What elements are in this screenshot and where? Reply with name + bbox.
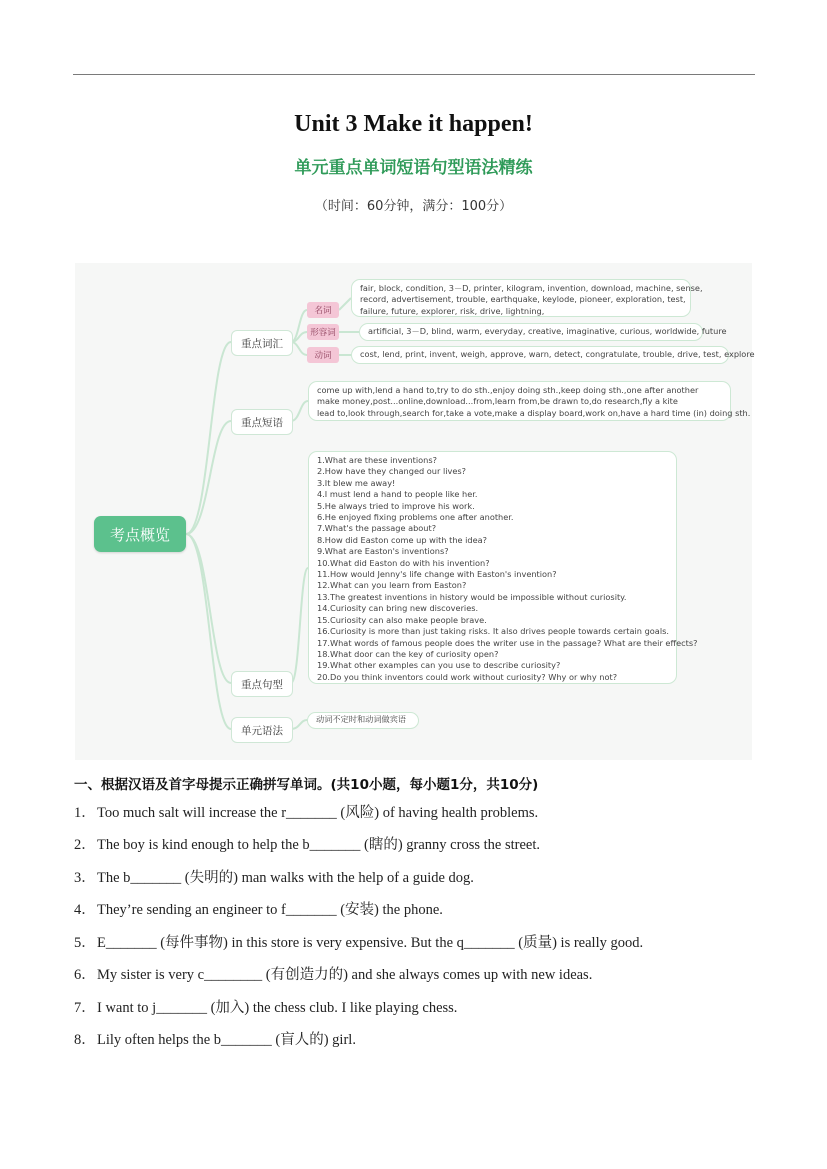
sentence-line: 2.How have they changed our lives? <box>317 466 466 477</box>
link-phrases-box <box>291 401 308 421</box>
sentence-line: 12.What can you learn from Easton? <box>317 580 467 591</box>
question-text: The boy is kind enough to help the b_______ (瞎的) granny cross the street. <box>97 837 540 853</box>
link-root-vocab <box>186 342 231 534</box>
question-number: 8． <box>74 1032 96 1048</box>
branch-vocab: 重点词汇 <box>231 330 293 356</box>
question-text: E_______ (每件事物) in this store is very expensive. But the q_______ (质量) is really good. <box>97 935 644 951</box>
verb-line: cost, lend, print, invent, weigh, approve, warn, detect, congratulate, trouble, drive, test, explore <box>360 349 755 359</box>
adjective-line: artificial, 3－D, blind, warm, everyday, creative, imaginative, curious, worldwide, future <box>368 326 727 336</box>
header-rule <box>73 74 755 75</box>
sentence-line: 7.What's the passage about? <box>317 523 437 534</box>
sentence-line: 17.What words of famous people does the writer use in the passage? What are their effects? <box>317 637 698 648</box>
question-text: I want to j_______ (加入) the chess club. I like playing chess. <box>97 1000 458 1016</box>
link-root-phrases <box>186 421 231 534</box>
question-item <box>74 833 540 854</box>
adjective-box <box>359 323 727 341</box>
question-text: Too much salt will increase the r_______ (风险) of having health problems. <box>97 805 539 821</box>
time-note: （时间：60分钟，满分：100分） <box>314 199 513 214</box>
grammar-box <box>307 712 419 729</box>
noun-line: record, advertisement, trouble, earthquake, keylode, pioneer, exploration, test, <box>360 294 686 305</box>
sentence-line: 9.What are Easton's inventions? <box>317 546 449 557</box>
question-text: My sister is very c________ (有创造力的) and she always comes up with new ideas. <box>97 967 593 983</box>
question-number: 6． <box>74 967 96 983</box>
question-number: 5． <box>74 935 96 951</box>
question-item <box>74 931 643 952</box>
sentences-box <box>308 451 698 684</box>
question-text: The b_______ (失明的) man walks with the help of a guide dog. <box>97 870 474 886</box>
sentence-line: 14.Curiosity can bring new discoveries. <box>317 603 479 614</box>
question-number: 4． <box>74 902 96 918</box>
sentence-line: 5.He always tried to improve his work. <box>317 500 475 511</box>
phrase-line: come up with,lend a hand to,try to do sth.,enjoy doing sth.,keep doing sth.,one after another <box>317 385 699 395</box>
branch-phrases: 重点短语 <box>231 409 293 435</box>
verb-box <box>351 346 755 364</box>
link-noun-box <box>339 298 351 310</box>
page-subtitle: 单元重点单词短语句型语法精练 <box>294 158 533 178</box>
sentence-line: 11.How would Jenny's life change with Easton's invention? <box>317 569 557 580</box>
verb-tag: 动词 <box>307 347 339 363</box>
page-title: Unit 3 Make it happen! <box>294 111 533 137</box>
mindmap-root: 考点概览 <box>94 516 186 552</box>
section-heading: 一、根据汉语及首字母提示正确拼写单词。(共10小题，每小题1分，共10分) <box>74 777 539 793</box>
question-number: 1． <box>74 805 96 821</box>
question-item <box>74 963 592 984</box>
question-item <box>74 1028 356 1049</box>
sentence-line: 10.What did Easton do with his invention? <box>317 557 490 568</box>
question-number: 7． <box>74 1000 96 1016</box>
sentence-line: 1.What are these inventions? <box>317 455 437 465</box>
mindmap <box>75 263 755 760</box>
phrase-line: make money,post...online,download...from,learn from,be drawn to,do research,fly a kite <box>317 396 678 407</box>
question-item <box>74 996 457 1017</box>
question-item <box>74 898 443 919</box>
sentence-line: 6.He enjoyed fixing problems one after another. <box>317 512 514 523</box>
link-vocab-verb <box>291 342 307 355</box>
adjective-tag: 形容词 <box>307 324 339 340</box>
question-number: 2． <box>74 837 96 853</box>
link-vocab-adj <box>291 332 307 342</box>
noun-line: failure, future, explorer, risk, drive, lightning, <box>360 305 545 316</box>
link-root-grammar <box>186 534 231 729</box>
branch-sentences: 重点句型 <box>231 671 293 697</box>
sentence-line: 15.Curiosity can also make people brave. <box>317 614 487 625</box>
noun-box <box>351 279 703 317</box>
question-item <box>74 801 538 822</box>
link-sentences-box <box>291 568 308 683</box>
link-grammar-box <box>291 720 307 729</box>
phrase-line: lead to,look through,search for,take a vote,make a display board,work on,have a hard time (in) doing sth. <box>317 407 751 418</box>
noun-line: fair, block, condition, 3－D, printer, kilogram, invention, download, machine, sense, <box>360 283 703 293</box>
sentence-line: 3.It blew me away! <box>317 477 396 488</box>
link-root-sentences <box>186 534 231 683</box>
question-item <box>74 866 474 887</box>
sentence-line: 13.The greatest inventions in history would be impossible without curiosity. <box>317 591 627 602</box>
sentence-line: 19.What other examples can you use to describe curiosity? <box>317 660 561 671</box>
question-text: Lily often helps the b_______ (盲人的) girl. <box>97 1032 356 1048</box>
grammar-note: 动词不定时和动词做宾语 <box>316 714 407 724</box>
sentence-line: 20.Do you think inventors could work without curiosity? Why or why not? <box>317 671 618 682</box>
question-number: 3． <box>74 870 96 886</box>
noun-tag: 名词 <box>307 302 339 318</box>
phrases-box <box>308 381 751 421</box>
sentence-line: 16.Curiosity is more than just taking risks. It also drives people towards certain goals. <box>317 626 669 637</box>
branch-grammar: 单元语法 <box>231 717 293 743</box>
question-text: They’re sending an engineer to f_______ (安装) the phone. <box>97 902 443 918</box>
sentence-line: 4.I must lend a hand to people like her. <box>317 489 478 500</box>
sentence-line: 18.What door can the key of curiosity open? <box>317 648 499 659</box>
sentence-line: 8.How did Easton come up with the idea? <box>317 534 488 545</box>
